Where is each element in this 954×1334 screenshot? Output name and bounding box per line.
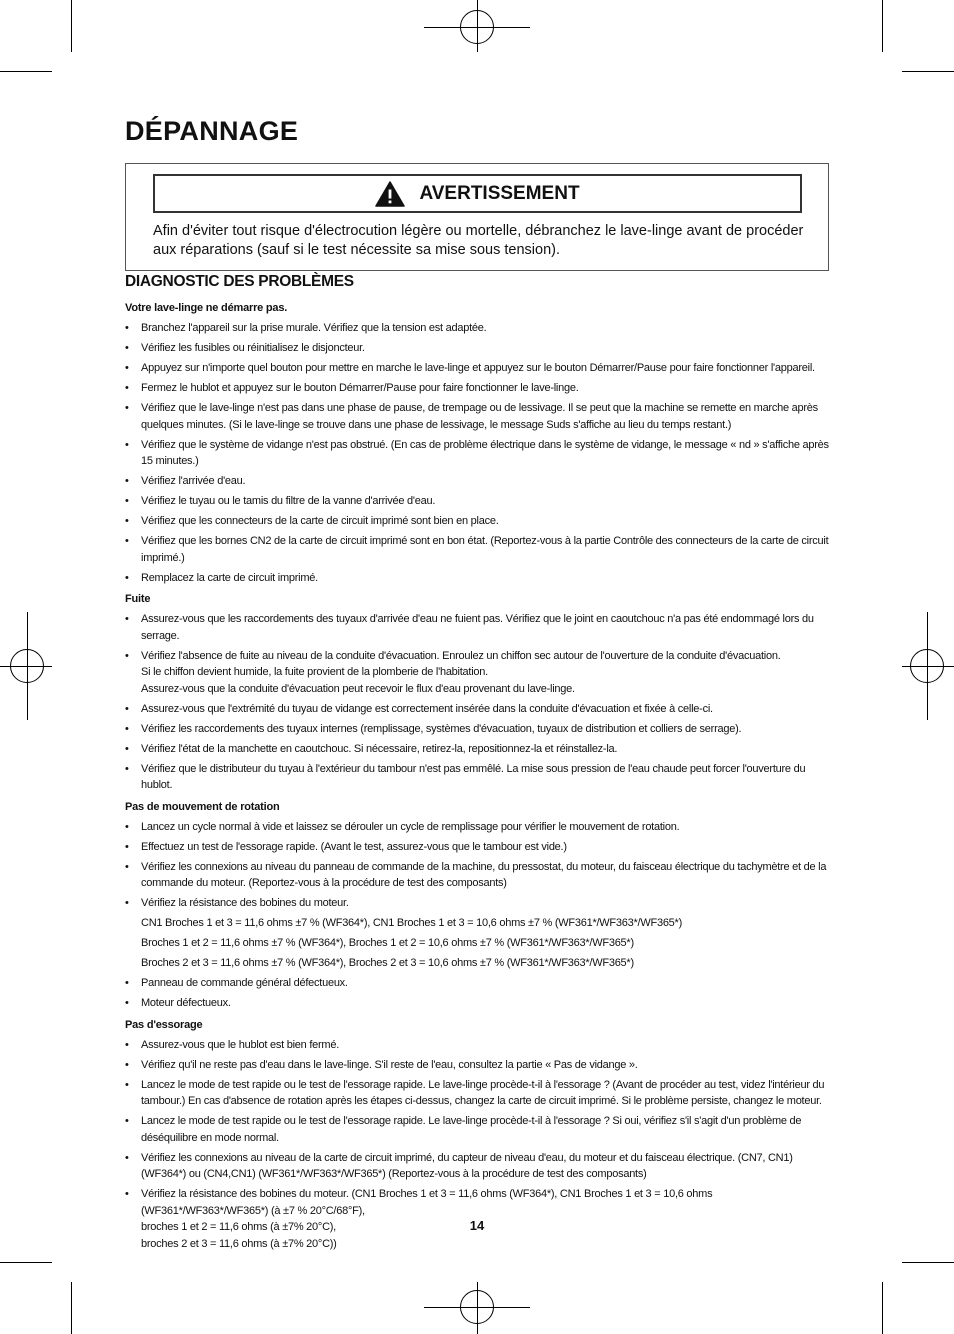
list-item-line: • Lancez un cycle normal à vide et laissez se dérouler un cycle de remplissage pour vérifier le mouvement de rotation. bbox=[141, 820, 680, 833]
list-item-line: Broches 1 et 2 = 11,6 ohms ±7 % (WF364*), Broches 1 et 2 = 10,6 ohms ±7 % (WF361*/WF363*/WF365*) bbox=[141, 937, 634, 949]
list-item-line: • Assurez-vous que les raccordements des tuyaux d'arrivée d'eau ne fuient pas. Vérifiez que le joint en caoutchouc n'a pas été endommagé lors du serrage. bbox=[141, 613, 814, 642]
problem-checklist bbox=[125, 819, 830, 1012]
list-item-line: • Vérifiez les connexions au niveau de la carte de circuit imprimé, du capteur de niveau d'eau, du moteur et du faisceau électrique. (CN7, CN1) (WF364*) ou (CN4,CN1) (WF361*/WF363*/WF365*) (Reportez-vous à la procédure de test des composants) bbox=[141, 1151, 793, 1180]
list-item bbox=[125, 570, 830, 587]
crop-mark bbox=[0, 71, 52, 72]
list-item-line: • Vérifiez les fusibles ou réinitialisez le disjoncteur. bbox=[141, 342, 365, 354]
list-item bbox=[125, 1113, 830, 1146]
list-item-line: Si le chiffon devient humide, la fuite provient de la plomberie de l'habitation. bbox=[141, 666, 488, 678]
list-item-line: • Vérifiez que le système de vidange n'est pas obstrué. (En cas de problème électrique dans le système de vidange, le message « nd » s'affiche après bbox=[141, 438, 829, 451]
problem-checklist bbox=[125, 320, 830, 586]
list-item bbox=[125, 400, 830, 433]
crop-mark bbox=[882, 1282, 883, 1334]
list-item bbox=[125, 995, 830, 1012]
page-number: 14 bbox=[469, 1218, 485, 1233]
list-item bbox=[125, 611, 830, 644]
problem-heading: Pas de mouvement de rotation bbox=[125, 800, 280, 813]
list-item-line: • Branchez l'appareil sur la prise murale. Vérifiez que la tension est adaptée. bbox=[141, 322, 487, 334]
list-item-line: • Vérifiez que le distributeur du tuyau à l'extérieur du tambour n'est pas emmêlé. La mise sous pression de l'eau chaude peut forcer l'ouverture du hublot. bbox=[141, 762, 806, 791]
list-item bbox=[125, 513, 830, 530]
list-item-line: • Vérifiez qu'il ne reste pas d'eau dans le lave-linge. S'il reste de l'eau, consultez la partie « Pas de vidange ». bbox=[141, 1058, 638, 1071]
warning-header bbox=[153, 174, 802, 213]
list-item-line: • Fermez le hublot et appuyez sur le bouton Démarrer/Pause pour faire fonctionner le lave-linge. bbox=[141, 382, 579, 394]
list-item bbox=[125, 1077, 830, 1110]
problem-heading: Pas d'essorage bbox=[125, 1018, 203, 1031]
list-item-line: • Panneau de commande général défectueux. bbox=[141, 977, 348, 989]
list-item-line: broches 2 et 3 = 11,6 ohms (à ±7% 20°C)) bbox=[141, 1237, 337, 1250]
list-item bbox=[125, 819, 830, 836]
list-item-line: • Lancez le mode de test rapide ou le test de l'essorage rapide. Le lave-linge procède-t-il à l'essorage ? (Avant de procéder au test, videz l'intérieur du tambour.) En cas d'absence de rotation après les étapes ci-dessus, changez la carte de circuit imprimé. Si le problème persiste, changez le moteur. bbox=[141, 1078, 825, 1107]
list-item bbox=[125, 741, 830, 758]
list-item-line: CN1 Broches 1 et 3 = 11,6 ohms ±7 % (WF364*), CN1 Broches 1 et 3 = 10,6 ohms ±7 % (WF361*/WF363*/WF365*) bbox=[141, 917, 682, 929]
list-item-line: • Appuyez sur n'importe quel bouton pour mettre en marche le lave-linge et appuyez sur le bouton Démarrer/Pause pour faire fonctionner l'appareil. bbox=[141, 362, 815, 374]
list-item bbox=[125, 721, 830, 738]
list-item bbox=[125, 701, 830, 718]
page-title: DÉPANNAGE bbox=[125, 116, 299, 146]
list-item bbox=[125, 1057, 830, 1074]
list-item bbox=[125, 380, 830, 397]
list-item-line: • Lancez le mode de test rapide ou le test de l'essorage rapide. Le lave-linge procède-t-il à l'essorage ? Si oui, vérifiez s'il s'agit d'un problème de déséquilibre en mode normal. bbox=[141, 1115, 802, 1144]
list-item bbox=[125, 648, 830, 698]
list-item bbox=[125, 320, 830, 337]
crop-mark bbox=[902, 71, 954, 72]
list-item-line: • Moteur défectueux. bbox=[141, 997, 231, 1009]
list-item-line: • Effectuez un test de l'essorage rapide. (Avant le test, assurez-vous que le tambour est vide.) bbox=[141, 840, 567, 853]
list-item bbox=[125, 895, 830, 972]
list-item bbox=[125, 360, 830, 377]
list-item bbox=[125, 761, 830, 794]
list-item bbox=[125, 533, 830, 566]
list-item-line: • Vérifiez le tuyau ou le tamis du filtre de la vanne d'arrivée d'eau. bbox=[141, 495, 436, 507]
list-item bbox=[125, 473, 830, 490]
crop-mark bbox=[882, 0, 883, 52]
list-item-line: • Vérifiez la résistance des bobines du moteur. bbox=[141, 897, 349, 909]
list-item bbox=[125, 859, 830, 892]
list-item-line: 15 minutes.) bbox=[141, 455, 199, 467]
problem-heading: Votre lave-linge ne démarre pas. bbox=[125, 302, 288, 314]
list-item-line: • Remplacez la carte de circuit imprimé. bbox=[141, 571, 318, 584]
list-item-line: • Vérifiez que les connecteurs de la carte de circuit imprimé sont bien en place. bbox=[141, 515, 499, 527]
warning-label: AVERTISSEMENT bbox=[419, 182, 580, 204]
list-item-line: Assurez-vous que la conduite d'évacuation peut recevoir le flux d'eau provenant du lave-linge. bbox=[141, 682, 575, 695]
list-item-line: Broches 2 et 3 = 11,6 ohms ±7 % (WF364*), Broches 2 et 3 = 10,6 ohms ±7 % (WF361*/WF363*/WF365*) bbox=[141, 957, 634, 969]
list-item-line: • Vérifiez que les bornes CN2 de la carte de circuit imprimé sont en bon état. (Reportez-vous à la partie Contrôle des connecteurs de la carte de circuit imprimé.) bbox=[141, 535, 829, 564]
section-heading: DIAGNOSTIC DES PROBLÈMES bbox=[125, 273, 354, 290]
list-item bbox=[125, 493, 830, 510]
list-item-line: • Vérifiez l'état de la manchette en caoutchouc. Si nécessaire, retirez-la, repositionnez-la et réinstallez-la. bbox=[141, 742, 618, 755]
list-item bbox=[125, 839, 830, 856]
list-item bbox=[125, 340, 830, 357]
list-item bbox=[125, 437, 830, 470]
problem-sections bbox=[125, 301, 830, 1252]
list-item-line: • Vérifiez les raccordements des tuyaux internes (remplissage, systèmes d'évacuation, tuyaux de distribution et colliers de serrage). bbox=[141, 722, 742, 735]
list-item-line: • Vérifiez l'arrivée d'eau. bbox=[141, 475, 246, 487]
crop-mark bbox=[902, 1262, 954, 1263]
list-item bbox=[125, 1037, 830, 1054]
list-item bbox=[125, 1150, 830, 1183]
list-item-line: broches 1 et 2 = 11,6 ohms (à ±7% 20°C), bbox=[141, 1221, 336, 1233]
list-item-line: • Assurez-vous que l'extrémité du tuyau de vidange est correctement insérée dans la conduite d'évacuation et fixée à celle-ci. bbox=[141, 702, 713, 715]
warning-triangle-icon bbox=[375, 181, 405, 207]
list-item-line: • Vérifiez l'absence de fuite au niveau de la conduite d'évacuation. Enroulez un chiffon sec autour de l'ouverture de la conduite d'évacuation. bbox=[141, 649, 781, 662]
crop-mark bbox=[71, 1282, 72, 1334]
problem-heading: Fuite bbox=[125, 593, 151, 605]
list-item-line: • Vérifiez la résistance des bobines du moteur. (CN1 Broches 1 et 3 = 11,6 ohms (WF364*), CN1 Broches 1 et 3 = 10,6 ohms (WF361*/WF363*/WF365*) (à ±7 % 20°C/68°F), bbox=[141, 1188, 713, 1217]
warning-box bbox=[125, 163, 829, 271]
warning-text: Afin d'éviter tout risque d'électrocution légère ou mortelle, débranchez le lave-linge avant de procéder aux réparations (sauf si le test nécessite sa mise sous tension). bbox=[153, 223, 804, 258]
crop-mark bbox=[71, 0, 72, 52]
list-item-line: • Vérifiez les connexions au niveau du panneau de commande de la machine, du pressostat, du moteur, du faisceau électrique du tachymètre et de la commande du moteur. (Reportez-vous à la procédure de test des composants) bbox=[141, 860, 827, 889]
list-item-line: • Vérifiez que le lave-linge n'est pas dans une phase de pause, de trempage ou de lessivage. Il se peut que la machine se remette en marche après quelques minutes. (Si le lave-linge se trouve dans une phase de lessivage, le message Suds s'affiche au lieu du temps restant.) bbox=[141, 402, 818, 431]
list-item-line: • Assurez-vous que le hublot est bien fermé. bbox=[141, 1038, 340, 1051]
problem-checklist bbox=[125, 611, 830, 794]
crop-mark bbox=[0, 1262, 52, 1263]
list-item bbox=[125, 975, 830, 992]
troubleshooting-content bbox=[125, 273, 830, 1258]
